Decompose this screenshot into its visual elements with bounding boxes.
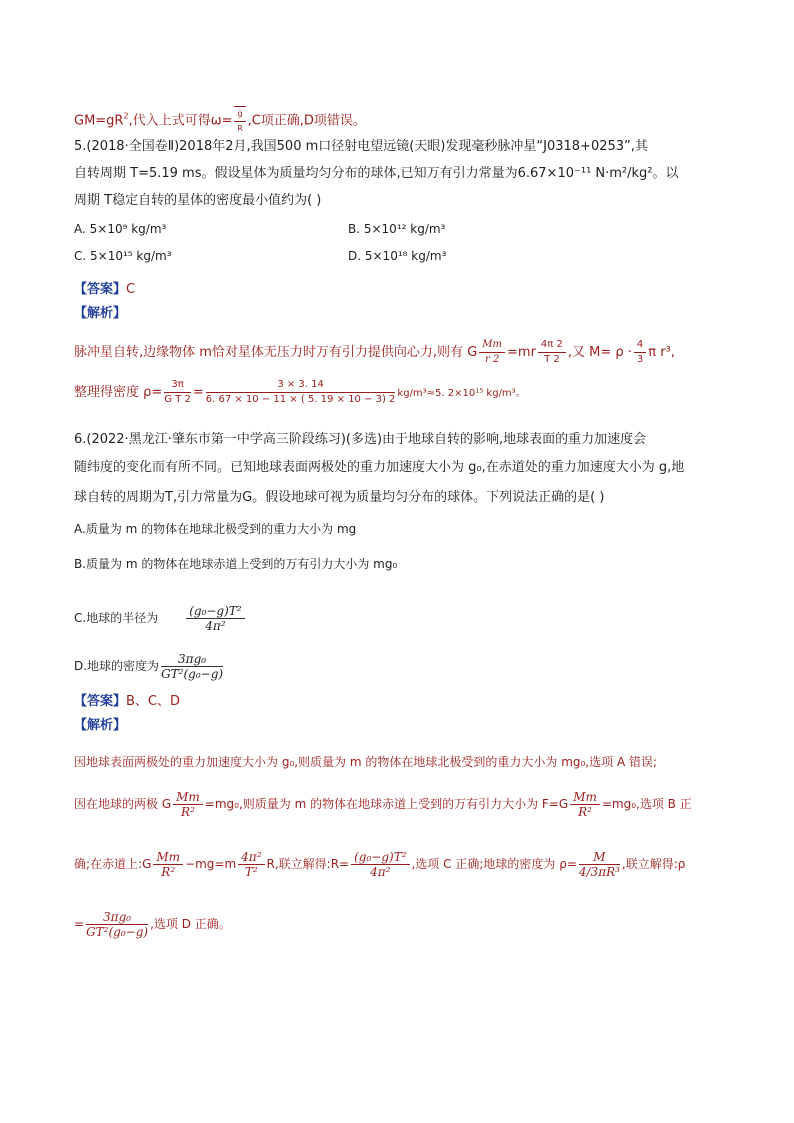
- q5-line2: 自转周期 T=5.19 ms。假设星体为质量均匀分布的球体,已知万有引力常量为6.67×10⁻¹¹ N·m²/kg²。以: [74, 166, 679, 181]
- a4-pre: =: [74, 917, 85, 931]
- q6-analysis-tag: 【解析】: [74, 718, 127, 733]
- frac-den: T²: [244, 865, 258, 879]
- q6-answer-line: [74, 694, 180, 710]
- gm-text: GM=gR: [74, 113, 124, 129]
- a3-pre: 确;在赤道上:G: [74, 857, 152, 871]
- sqrt-fraction: [234, 106, 245, 136]
- a2-frac-repeat: [570, 790, 600, 819]
- frac-num: 3πg₀: [161, 652, 223, 667]
- sol1-text: 脉冲星自转,边缘物体 m恰对星体无压力时万有引力提供向心力,则有 G: [74, 345, 478, 360]
- frac-den: 3: [636, 354, 644, 365]
- q5-answer-line: [74, 282, 135, 298]
- sol2-frac2: [206, 378, 396, 407]
- frac-num: Mm: [153, 850, 183, 865]
- q6-line1: 6.(2022·黑龙江·肇东市第一中学高三阶段练习)(多选)由于地球自转的影响,地球表面的重力加速度会: [74, 432, 647, 447]
- q5-option-d: D. 5×10¹⁸ kg/m³: [348, 249, 447, 263]
- a3-frac1: [153, 850, 183, 879]
- q5-analysis-tag: 【解析】: [74, 306, 127, 321]
- frac-num: 3π: [164, 378, 191, 393]
- q5-option-a: A. 5×10⁹ kg/m³: [74, 222, 167, 236]
- answer-tag: 【答案】: [74, 282, 127, 297]
- frac-den: GT²(g₀−g): [161, 667, 224, 681]
- top-conclusion: ,C项正确,D项错误。: [247, 113, 366, 129]
- frac-den: 4π²: [370, 865, 391, 879]
- sol1-tail: π r³,: [648, 345, 675, 360]
- sol2-text: 整理得密度 ρ=: [74, 385, 163, 400]
- frac-den: 4/3πR³: [578, 865, 620, 879]
- frac-num: 3πg₀: [86, 910, 148, 925]
- sqrt-den: R: [237, 124, 243, 133]
- option-c-fraction: [186, 604, 244, 633]
- q5-line1: 5.(2018·全国卷Ⅱ)2018年2月,我国500 m口径射电望远镜(天眼)发现毫秒脉冲星“J0318+0253”,其: [74, 139, 648, 154]
- a2-pre: 因在地球的两极 G: [74, 797, 172, 811]
- q5-option-c: C. 5×10¹⁵ kg/m³: [74, 249, 172, 263]
- frac-num: 4π 2: [538, 338, 566, 353]
- sol1-frac3: [634, 338, 646, 367]
- a3-frac4: [579, 850, 620, 879]
- a3-end: ,联立解得:ρ: [621, 857, 686, 871]
- frac-den: 6. 67 × 10 − 11 × ( 5. 19 × 10 − 3) 2: [205, 394, 396, 405]
- option-d-label: D.地球的密度为: [74, 659, 160, 673]
- a3-mid1: −mg=m: [185, 857, 237, 871]
- sqrt-num: g: [234, 106, 245, 122]
- frac-num: (g₀−g)T²: [351, 850, 409, 865]
- sol1-frac2: [538, 338, 566, 367]
- q6-analysis-line3: [74, 850, 685, 879]
- frac-den: R²: [161, 865, 176, 879]
- q6-option-b: B.质量为 m 的物体在地球赤道上受到的万有引力大小为 mg₀: [74, 557, 398, 571]
- top-conclusion-line: [74, 106, 366, 136]
- q6-option-c: [74, 604, 247, 633]
- a4-end: ,选项 D 正确。: [150, 917, 231, 931]
- frac-num: M: [579, 850, 620, 865]
- sol1-frac1: [479, 338, 505, 367]
- q6-analysis-line1: 因地球表面两极处的重力加速度大小为 g₀,则质量为 m 的物体在地球北极受到的重力大小为 mg₀,选项 A 错误;: [74, 755, 658, 769]
- gm-sup: 2: [123, 111, 129, 121]
- frac-num: 4: [634, 338, 646, 353]
- q5-line3: 周期 T稳定自转的星体的密度最小值约为( ): [74, 193, 322, 208]
- sol2-frac1: [164, 378, 191, 407]
- q6-line2: 随纬度的变化而有所不同。已知地球表面两极处的重力加速度大小为 g₀,在赤道处的重力加速度大小为 g,地: [74, 460, 685, 475]
- a3-mid2: R,联立解得:R=: [266, 857, 350, 871]
- sol2-result: kg/m³≈5. 2×10¹⁵ kg/m³。: [397, 388, 526, 399]
- option-d-fraction: [161, 652, 223, 681]
- a3-frac2: [238, 850, 264, 879]
- sol1-mid: ,又 M= ρ ·: [567, 345, 632, 360]
- q6-analysis-line4: [74, 910, 231, 939]
- frac-den: 4π²: [205, 619, 226, 633]
- frac-den: R²: [578, 805, 592, 819]
- gm-after: ,代入上式可得ω=: [128, 113, 233, 129]
- q5-solution-line1: [74, 338, 675, 367]
- frac-den: T 2: [544, 354, 560, 365]
- sol1-eq: =mr: [507, 345, 536, 360]
- a2-frac: [173, 790, 203, 819]
- a4-frac: [86, 910, 148, 939]
- q5-solution-line2: 整理得密度 ρ= $\frac{3\pi}{\text{G T 2}}$ = $\frac{3 \times 3. 14}{6. 67 \times 10 - 11 \times ( 5. 19 \times 10 - 3) 2}$ kg/m³≈5. 2×10¹⁵ kg/m³。: [74, 379, 526, 405]
- q5-answer: C: [126, 282, 136, 297]
- answer-tag: 【答案】: [74, 694, 127, 709]
- a3-mid3: ,选项 C 正确;地球的密度为 ρ=: [411, 857, 577, 871]
- frac-num: Mm: [479, 338, 505, 353]
- q6-option-a: A.质量为 m 的物体在地球北极受到的重力大小为 mg: [74, 522, 357, 536]
- a2-mid: =mg₀,则质量为 m 的物体在地球赤道上受到的万有引力大小为 F=G: [204, 797, 569, 811]
- q6-analysis-line2: [74, 790, 692, 819]
- frac-num: Mm: [173, 790, 203, 805]
- frac-den: G T 2: [164, 394, 191, 405]
- frac-den: GT²(g₀−g): [86, 925, 149, 939]
- frac-num: 4π²: [238, 850, 264, 865]
- option-c-label: C.地球的半径为: [74, 611, 159, 625]
- a2-end: =mg₀,选项 B 正: [601, 797, 692, 811]
- q6-line3: 球自转的周期为T,引力常量为G。假设地球可视为质量均匀分布的球体。下列说法正确的是( ): [74, 490, 605, 505]
- frac-den: R²: [181, 805, 195, 819]
- q6-answer: B、C、D: [126, 694, 181, 709]
- a3-frac3: [351, 850, 409, 879]
- frac-num: (g₀−g)T²: [186, 604, 244, 619]
- frac-den: r 2: [484, 354, 500, 365]
- q5-option-b: B. 5×10¹² kg/m³: [348, 222, 446, 236]
- frac-num: Mm: [570, 790, 600, 805]
- frac-num: 3 × 3. 14: [206, 378, 396, 393]
- q6-option-d: [74, 652, 225, 681]
